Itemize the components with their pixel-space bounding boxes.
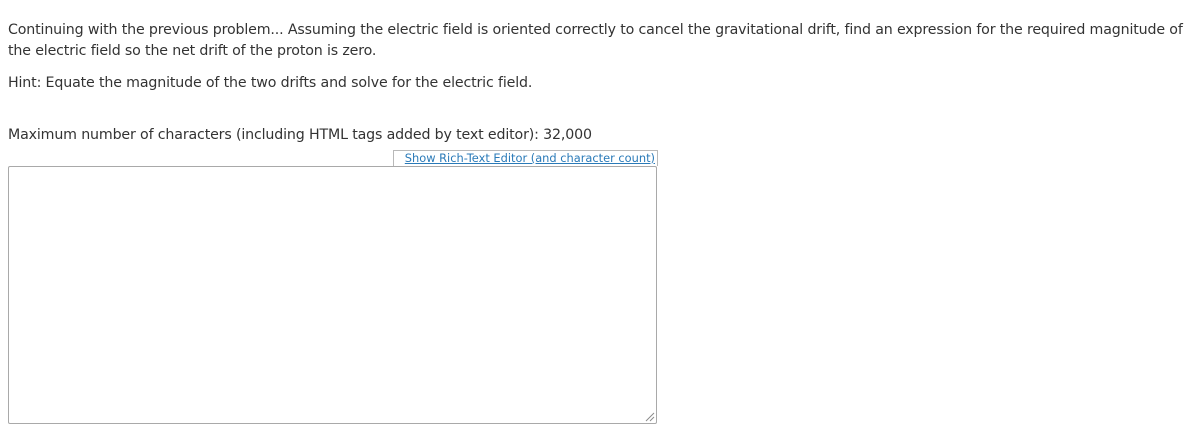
- resize-grip-icon[interactable]: [644, 411, 655, 422]
- max-characters-note: Maximum number of characters (including HTML tags added by text editor): 32,000: [8, 127, 592, 143]
- hint-text: Hint: Equate the magnitude of the two drifts and solve for the electric field.: [8, 75, 533, 91]
- show-rich-text-editor-link[interactable]: Show Rich-Text Editor (and character count): [393, 150, 658, 166]
- answer-textarea[interactable]: [8, 166, 657, 424]
- question-text: Continuing with the previous problem... Assuming the electric field is oriented correctly to cancel the gravitational drift, find an expression for the required magnitude of the electric field so the net drift of the proton is zero.: [8, 22, 1183, 59]
